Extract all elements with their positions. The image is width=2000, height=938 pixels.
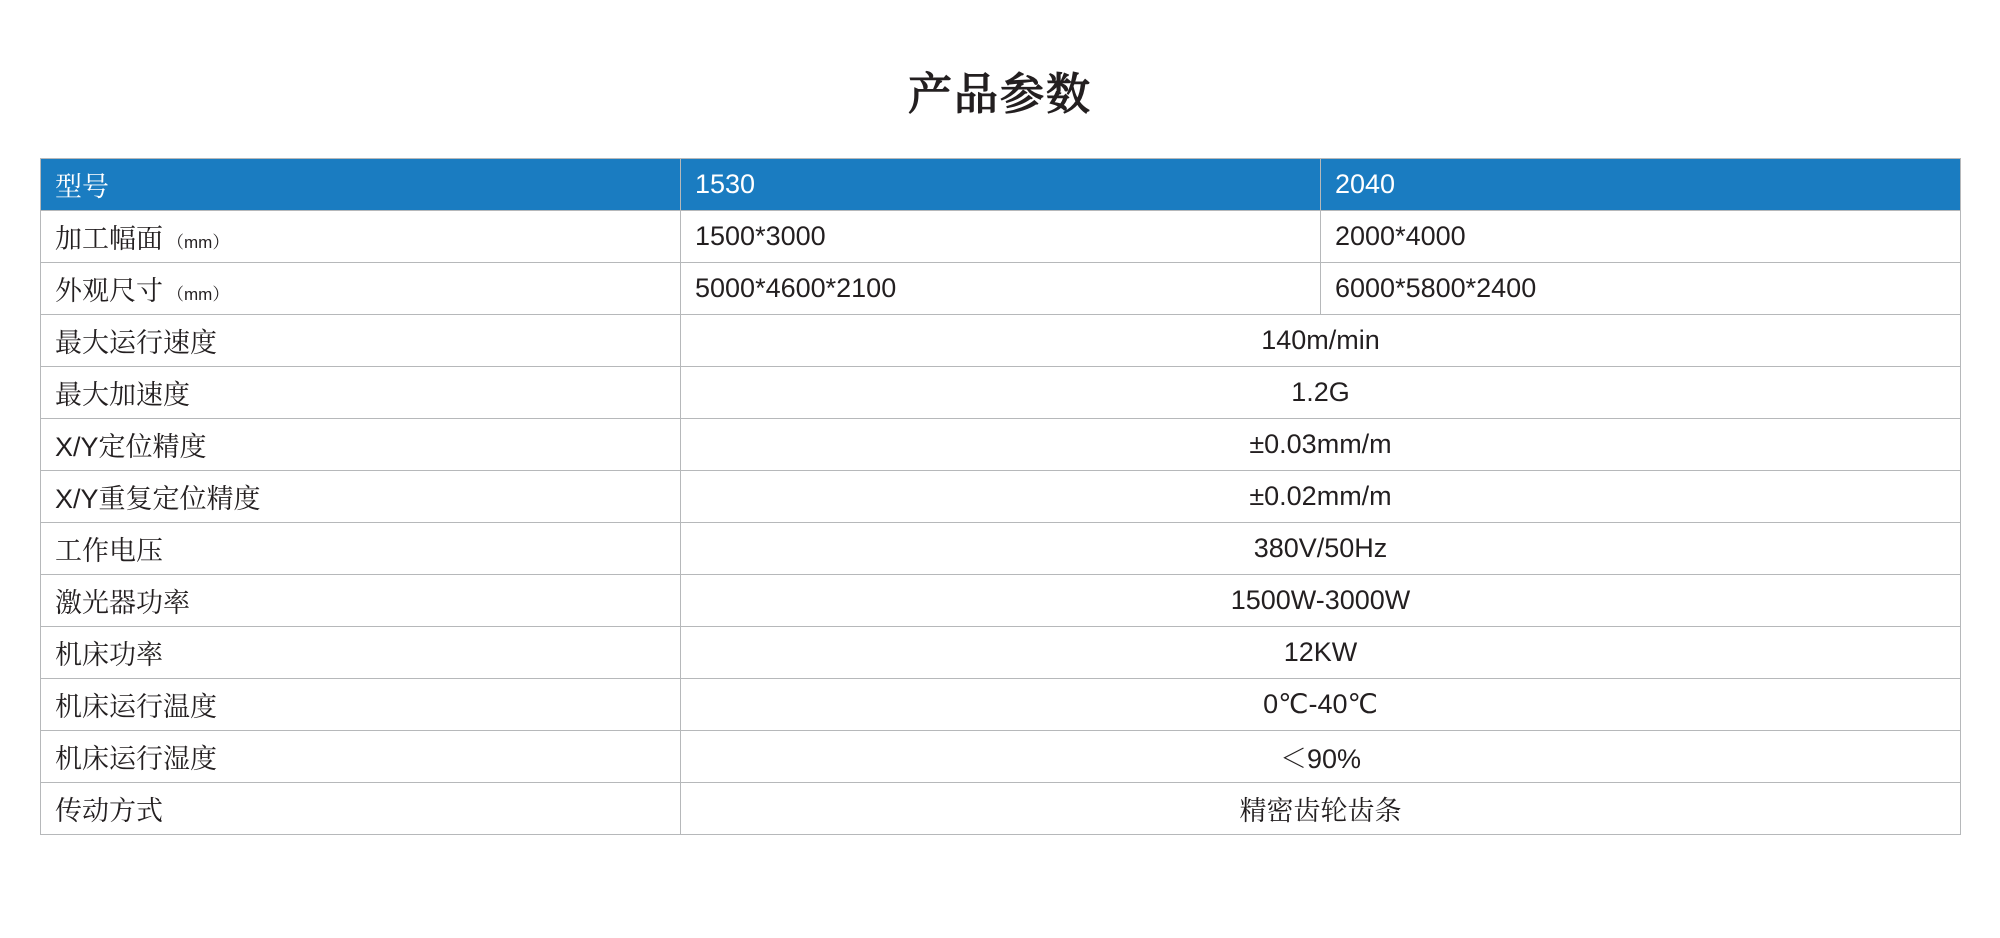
table-body: [41, 211, 1961, 835]
row-label: [41, 315, 681, 367]
table-row: [41, 471, 1961, 523]
row-label-text: 最大加速度: [55, 380, 190, 410]
table-row: [41, 627, 1961, 679]
product-spec-table: [40, 158, 1961, 835]
row-value-shared: ±0.02mm/m: [681, 471, 1961, 523]
row-label: [41, 367, 681, 419]
row-value-shared: 380V/50Hz: [681, 523, 1961, 575]
table-row: [41, 679, 1961, 731]
row-value-shared: ±0.03mm/m: [681, 419, 1961, 471]
row-value-shared: 140m/min: [681, 315, 1961, 367]
row-label-text: 机床运行湿度: [55, 744, 217, 774]
spec-table-container: [40, 158, 1960, 835]
row-label-text: 工作电压: [55, 536, 163, 566]
column-header-2040: 2040: [1321, 159, 1961, 211]
row-label-text: 机床运行温度: [55, 692, 217, 722]
row-label-unit: （mm）: [167, 233, 230, 252]
row-label: [41, 419, 681, 471]
row-value-2040: 6000*5800*2400: [1321, 263, 1961, 315]
table-header-row: [41, 159, 1961, 211]
column-header-model: 型号: [41, 159, 681, 211]
table-row: [41, 731, 1961, 783]
table-row: [41, 315, 1961, 367]
page-title: 产品参数: [908, 70, 1092, 119]
row-label: [41, 263, 681, 315]
row-label-unit: （mm）: [167, 285, 230, 304]
table-row: [41, 523, 1961, 575]
row-value-shared: 1500W-3000W: [681, 575, 1961, 627]
row-label: [41, 679, 681, 731]
row-label: [41, 211, 681, 263]
row-value-1530: 5000*4600*2100: [681, 263, 1321, 315]
table-row: [41, 367, 1961, 419]
table-row: [41, 575, 1961, 627]
row-label-text: 加工幅面: [55, 224, 163, 254]
row-value-shared: 1.2G: [681, 367, 1961, 419]
row-label: [41, 731, 681, 783]
row-label: [41, 627, 681, 679]
row-label: [41, 523, 681, 575]
row-value-shared: 12KW: [681, 627, 1961, 679]
row-value-shared: 精密齿轮齿条: [681, 783, 1961, 835]
row-value-shared: 0℃-40℃: [681, 679, 1961, 731]
table-row: [41, 263, 1961, 315]
row-value-shared: ＜90%: [681, 731, 1961, 783]
table-row: [41, 783, 1961, 835]
row-label: [41, 575, 681, 627]
row-label-text: 最大运行速度: [55, 328, 217, 358]
row-label-text: X/Y定位精度: [55, 432, 207, 462]
row-label-text: X/Y重复定位精度: [55, 484, 261, 514]
row-label-text: 机床功率: [55, 640, 163, 670]
table-header: [41, 159, 1961, 211]
column-header-1530: 1530: [681, 159, 1321, 211]
table-row: [41, 419, 1961, 471]
row-label: [41, 783, 681, 835]
row-label-text: 激光器功率: [55, 588, 190, 618]
row-label-text: 外观尺寸: [55, 276, 163, 306]
row-value-1530: 1500*3000: [681, 211, 1321, 263]
row-value-2040: 2000*4000: [1321, 211, 1961, 263]
row-label: [41, 471, 681, 523]
table-row: [41, 211, 1961, 263]
row-label-text: 传动方式: [55, 796, 163, 826]
